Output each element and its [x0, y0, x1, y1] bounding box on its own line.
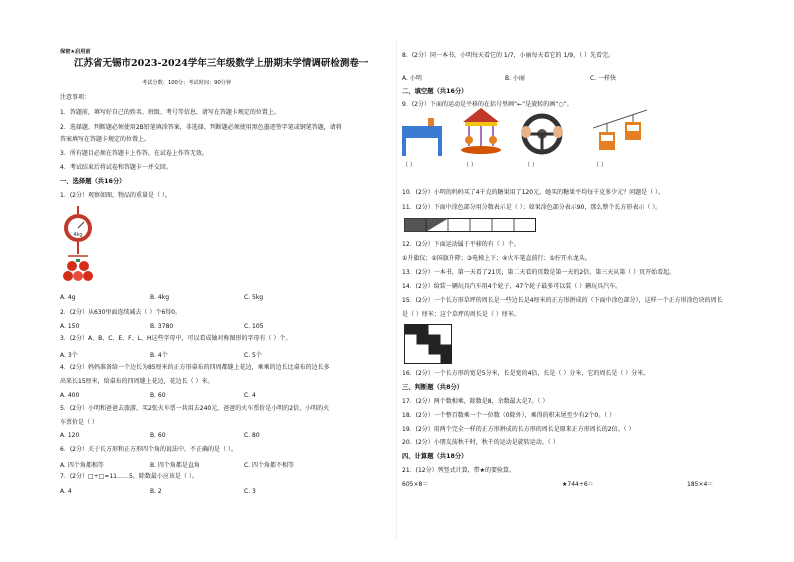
question-10: 10．(2分）小明的妈妈买了4千克的糖果用了120元，她买的糖果平均每千克多少元？问题是（ ）。: [402, 189, 664, 196]
q3-option-a[interactable]: A. 3个: [60, 352, 78, 359]
question-6: 6．(2分）关于长方形和正方形四个角的说法中，不正确的是（ ）。: [60, 446, 237, 453]
q3-option-c[interactable]: C. 5个: [244, 352, 262, 359]
question-15-line1: 15．(2分）一个长方形草坪的周长是一些边长是4厘米的正方形拼成的（下面中涂色部分），这样一个正方形涂色块的周长: [402, 297, 723, 304]
cable-car-image: [593, 108, 647, 158]
question-4-line1: 4．(2分）妈妈准备给一个边长为85厘米的正方形桌布的四周都缝上花边，乘乘的边长比桌布的边长多: [60, 364, 330, 371]
section-heading-judge: 三、判断题（共8分）: [402, 384, 464, 391]
secret-label: 保密★启用前: [60, 49, 91, 55]
question-18: 18．(2分）一个整百数乘一个一位数（0除外），乘得的积末尾至少有2个0。（ ）: [402, 412, 616, 419]
question-21: 21．(12分）列竖式计算，带★的要验算。: [402, 467, 515, 474]
q7-option-b[interactable]: B. 2: [150, 488, 162, 495]
q6-option-a[interactable]: A. 四个角都相等: [60, 462, 104, 469]
question-5-line1: 5．(2分）小明和爸爸去旅游，买2张火车票一共用去240元。爸爸的火车票价是小明的2倍，小明的火: [60, 405, 330, 412]
q9-blank-3[interactable]: （ ）: [524, 162, 538, 169]
q3-option-b[interactable]: B. 4个: [150, 352, 168, 359]
exam-info: 考试分数：100分；考试时间：90分钟: [142, 80, 232, 86]
q7-option-c[interactable]: C. 3: [244, 488, 256, 495]
carousel-image: [459, 106, 503, 158]
question-14: 14．(2分）给装一辆玩具汽车用4个轮子，47个轮子最多可以装（ ）辆玩具汽车。: [402, 283, 622, 290]
question-17: 17．(2分）两个数相乘，除数是8，余数最大是7。（ ）: [402, 398, 549, 405]
q4-option-a[interactable]: A. 400: [60, 392, 80, 399]
question-2: 2．(2分）从630里面连续减去（ ）个6得0。: [60, 309, 181, 316]
q9-blank-4[interactable]: （ ）: [593, 162, 607, 169]
section-heading-calc: 四、计算题（共18分）: [402, 453, 468, 460]
note-item: 1．答题前，填写好自己的姓名、班级、考号等信息，请写在答题卡规定的位置上。: [60, 109, 280, 116]
question-13: 13．(2分）一本书，第一天看了21页，第二天看的页数是第一天的2倍，第三天从第（ ）页开始看起。: [402, 269, 676, 276]
question-19: 19．(2分）用两个完全一样的正方形拼成的长方形的周长是原来正方形周长的2倍。（ ）: [402, 426, 635, 433]
staircase-figure: [404, 324, 452, 364]
note-item: 2．选择题、判断题必须使用2B铅笔填涂答案，非选择、判断题必须使用黑色墨迹签字笔或钢笔答题，请将: [60, 124, 342, 131]
question-9: 9．(2分）下面的运动是平移的在括号里画“←”是旋转的画“○”。: [402, 101, 573, 108]
q9-blank-1[interactable]: （ ）: [402, 162, 416, 169]
question-3: 3．(2分）A、B、C、E、F、L、H这些字母中，可以看成轴对称图形的字母有（ ）个。: [60, 335, 292, 342]
section-heading-choice: 一、选择题（共16分）: [60, 178, 126, 185]
question-8: 8．(2分）同一本书，小明每天看它的 1/7，小丽每天看它的 1/9，（ ）先看完。: [402, 52, 615, 59]
q9-blank-2[interactable]: （ ）: [463, 162, 477, 169]
note-item: 答案填写在答题卡规定的位置上。: [60, 136, 151, 143]
question-12-items: ①升旗仪；②国旗升降；③电梯上下；④火车笔直前行；⑤拧开水龙头。: [402, 255, 591, 262]
question-16: 16．(2分）一个长方形的宽是5分米，长是宽的4倍，长是（ ）分米，它的周长是（ ）分米。: [402, 370, 650, 377]
q7-option-a[interactable]: A. 4: [60, 488, 72, 495]
q5-option-b[interactable]: B. 60: [150, 432, 166, 439]
q1-option-a[interactable]: A. 4g: [60, 294, 76, 301]
q8-option-a[interactable]: A. 小明: [402, 75, 422, 82]
q1-option-c[interactable]: C. 5kg: [244, 294, 264, 301]
note-item: 3．所有题目必须在答题卡上作答，在试卷上作答无效。: [60, 150, 208, 157]
question-15-line2: 是（ ）厘米；这个草坪的周长是（ ）厘米。: [402, 311, 520, 318]
page-title: 江苏省无锡市2023-2024学年三年级数学上册期末学情调研检测卷一: [74, 58, 369, 69]
question-11: 11．(2分）下面中涂色部分用分数表示是（ ）；如果涂色部分表示90，那么整个长方形表示（ ）。: [402, 204, 662, 211]
q2-option-c[interactable]: C. 105: [244, 323, 264, 330]
q2-option-a[interactable]: A. 150: [60, 323, 80, 330]
scale-image: [60, 206, 96, 286]
question-1: 1．(2分）观察如图，物品的重量是（ ）。: [60, 192, 171, 199]
calc-item: ★744÷6＝: [562, 481, 594, 488]
q1-option-b[interactable]: B. 4kg: [150, 294, 170, 301]
q4-option-b[interactable]: B. 60: [150, 392, 166, 399]
calc-item: 185×4＝: [687, 481, 714, 488]
notes-heading: 注意事项：: [60, 94, 91, 101]
calc-item: 605×8＝: [402, 481, 429, 488]
question-5-line2: 车票价是（ ）: [60, 419, 98, 426]
question-7: 7．(2分）□÷□=11……5，除数最小应该是（ ）。: [60, 473, 198, 480]
q8-option-c[interactable]: C. 一样快: [590, 75, 617, 82]
q5-option-c[interactable]: C. 80: [244, 432, 260, 439]
section-heading-fill: 二、填空题（共16分）: [402, 88, 468, 95]
fraction-rectangle: [404, 218, 536, 232]
steering-wheel-image: [520, 112, 564, 158]
q6-option-c[interactable]: C. 四个角都不相等: [244, 462, 295, 469]
q2-option-b[interactable]: B. 3780: [150, 323, 174, 330]
slide-image: [402, 116, 446, 158]
q8-option-b[interactable]: B. 小丽: [505, 75, 525, 82]
scale-reading: 4kg: [73, 232, 83, 238]
q4-option-c[interactable]: C. 4: [244, 392, 256, 399]
q6-option-b[interactable]: B. 四个角都是直角: [150, 462, 200, 469]
column-divider: [396, 40, 397, 540]
question-4-line2: 出来长15厘米，给桌布的四周缝上花边，花边长（ ）米。: [60, 378, 214, 385]
question-20: 20．(2分）小朋友荡秋千时，秋千的运动是旋转运动。（ ）: [402, 439, 559, 446]
q5-option-a[interactable]: A. 120: [60, 432, 80, 439]
question-12: 12．(2分）下面运动属于平移的有（ ）个。: [402, 241, 520, 248]
note-item: 4．考试结束后将试卷和答题卡一并交回。: [60, 164, 172, 171]
